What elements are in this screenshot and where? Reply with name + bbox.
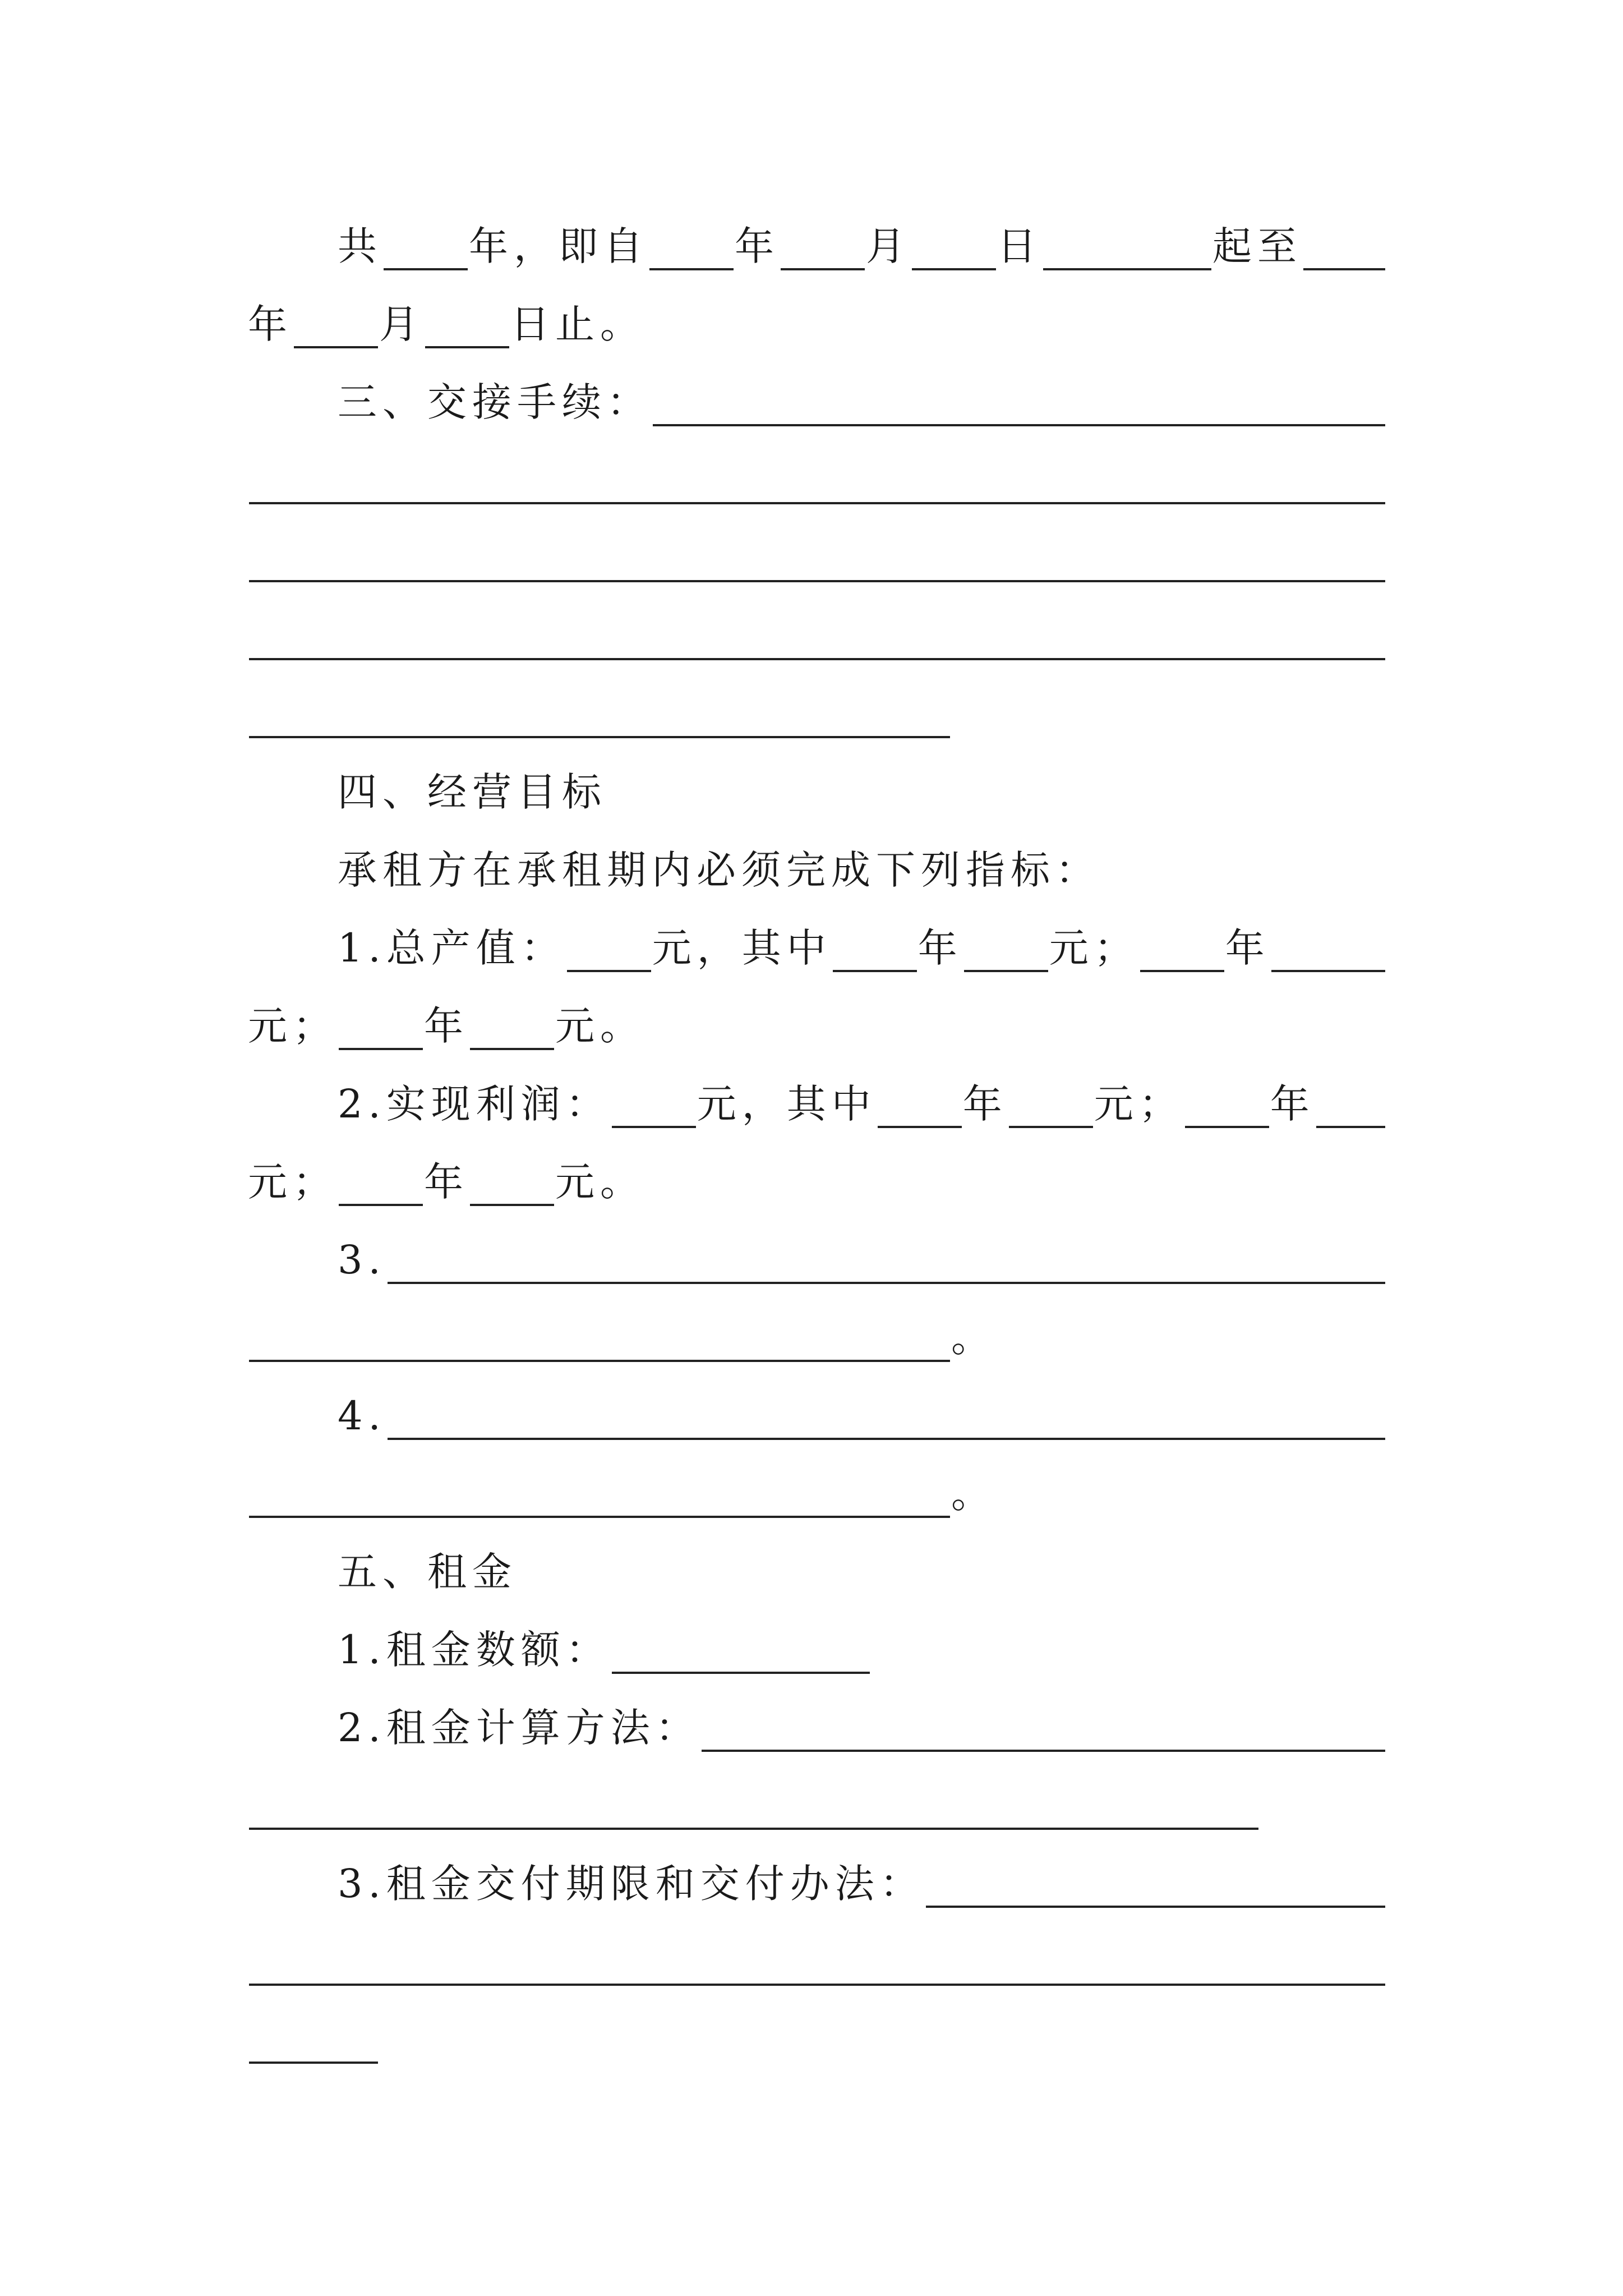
blank-target-4[interactable] <box>388 1438 1385 1440</box>
blank-line <box>248 2002 1386 2064</box>
blank-line <box>248 677 1386 738</box>
blank-rent-payment[interactable] <box>926 1906 1385 1908</box>
target-4-line-2 <box>248 1456 1386 1518</box>
targets-intro <box>248 832 1386 894</box>
blank-handover[interactable] <box>653 424 1385 426</box>
text: 。 <box>951 1471 996 1517</box>
blank-years[interactable] <box>384 268 468 270</box>
rent-amount-line <box>248 1612 1386 1674</box>
blank-output-amount-2[interactable] <box>1271 970 1385 972</box>
text: 年 <box>1270 1081 1315 1127</box>
text: 年 <box>424 1159 469 1205</box>
blank-rent-method-2[interactable] <box>249 1828 1258 1830</box>
text: 年 <box>248 301 293 347</box>
section-five-heading <box>248 1534 1386 1596</box>
blank-handover-2[interactable] <box>249 502 1385 504</box>
blank-rent-payment-2[interactable] <box>249 1984 1385 1986</box>
text: 日止。 <box>510 301 645 347</box>
text: 年 <box>424 1003 469 1049</box>
blank-line <box>248 443 1386 504</box>
blank-line <box>248 1924 1386 1986</box>
blank-end-year[interactable] <box>1303 268 1385 270</box>
output-value-line <box>248 910 1386 972</box>
blank-output-amount-3[interactable] <box>470 1048 554 1050</box>
term-line-2 <box>248 287 1386 348</box>
blank-profit-year-2[interactable] <box>1185 1126 1269 1128</box>
text: 元。 <box>555 1003 645 1049</box>
profit-line <box>248 1066 1386 1128</box>
blank-target-3b[interactable] <box>249 1360 950 1362</box>
blank-output-year-1[interactable] <box>833 970 917 972</box>
target-3-line <box>248 1222 1386 1284</box>
text: 2.租金计算方法： <box>338 1705 700 1751</box>
text: 元； <box>248 1003 338 1049</box>
blank-handover-3[interactable] <box>249 580 1385 582</box>
blank-profit-amount-3[interactable] <box>470 1204 554 1206</box>
blank-end-month[interactable] <box>294 346 378 348</box>
blank-target-3[interactable] <box>388 1282 1385 1284</box>
section-heading: 四、经营目标 <box>338 769 607 815</box>
text: 1.总产值： <box>338 925 566 971</box>
blank-profit-amount-2[interactable] <box>1316 1126 1385 1128</box>
text: 起至 <box>1212 223 1302 269</box>
blank-line <box>248 599 1386 660</box>
output-value-line-2 <box>248 988 1386 1050</box>
blank-profit-amount-1[interactable] <box>1009 1126 1093 1128</box>
blank-output-year-3[interactable] <box>339 1048 423 1050</box>
handover-line <box>248 365 1386 426</box>
blank-output-year-2[interactable] <box>1140 970 1224 972</box>
text: 1.租金数额： <box>338 1627 611 1673</box>
blank-line <box>248 1768 1386 1830</box>
text: 元，其中 <box>697 1081 877 1127</box>
text: 。 <box>951 1315 996 1361</box>
blank-target-4b[interactable] <box>249 1516 950 1518</box>
text: 2.实现利润： <box>338 1081 611 1127</box>
target-4-line <box>248 1378 1386 1440</box>
text: 元； <box>1094 1081 1184 1127</box>
text: 年，即自 <box>469 223 648 269</box>
blank-rent-payment-3[interactable] <box>249 2062 378 2064</box>
text: 月 <box>866 223 911 269</box>
text: 元，其中 <box>652 925 832 971</box>
blank-output-amount-1[interactable] <box>964 970 1048 972</box>
blank-profit-year-3[interactable] <box>339 1204 423 1206</box>
blank-rent-amount[interactable] <box>612 1672 870 1674</box>
section-heading: 五、租金 <box>338 1549 517 1595</box>
text: 年 <box>917 925 963 971</box>
blank-profit-total[interactable] <box>612 1126 696 1128</box>
text: 元。 <box>555 1159 645 1205</box>
blank-profit-year-1[interactable] <box>878 1126 962 1128</box>
section-four-heading <box>248 754 1386 816</box>
text: 承租方在承租期内必须完成下列指标： <box>338 847 1100 893</box>
rent-payment-line <box>248 1846 1386 1908</box>
text: 年 <box>1225 925 1270 971</box>
text: 元； <box>1049 925 1139 971</box>
blank-line <box>248 521 1386 582</box>
blank-output-total[interactable] <box>567 970 651 972</box>
blank-rent-method[interactable] <box>702 1750 1385 1752</box>
section-heading: 三、交接手续： <box>338 379 652 425</box>
text: 3.租金交付期限和交付办法： <box>338 1861 925 1907</box>
profit-line-2 <box>248 1144 1386 1206</box>
blank-handover-5[interactable] <box>249 736 950 738</box>
text: 日 <box>997 223 1042 269</box>
blank-start-extra[interactable] <box>1043 268 1211 270</box>
text: 年 <box>962 1081 1008 1127</box>
blank-handover-4[interactable] <box>249 658 1385 660</box>
blank-start-year[interactable] <box>649 268 734 270</box>
text: 元； <box>248 1159 338 1205</box>
text: 4. <box>338 1393 386 1439</box>
target-3-line-2 <box>248 1300 1386 1362</box>
blank-start-month[interactable] <box>781 268 865 270</box>
blank-end-day[interactable] <box>425 346 509 348</box>
text: 年 <box>735 223 780 269</box>
rent-method-line <box>248 1690 1386 1752</box>
text: 3. <box>338 1237 386 1283</box>
term-line-1 <box>248 209 1386 270</box>
blank-start-day[interactable] <box>912 268 996 270</box>
text: 共 <box>338 223 382 269</box>
text: 月 <box>379 301 424 347</box>
